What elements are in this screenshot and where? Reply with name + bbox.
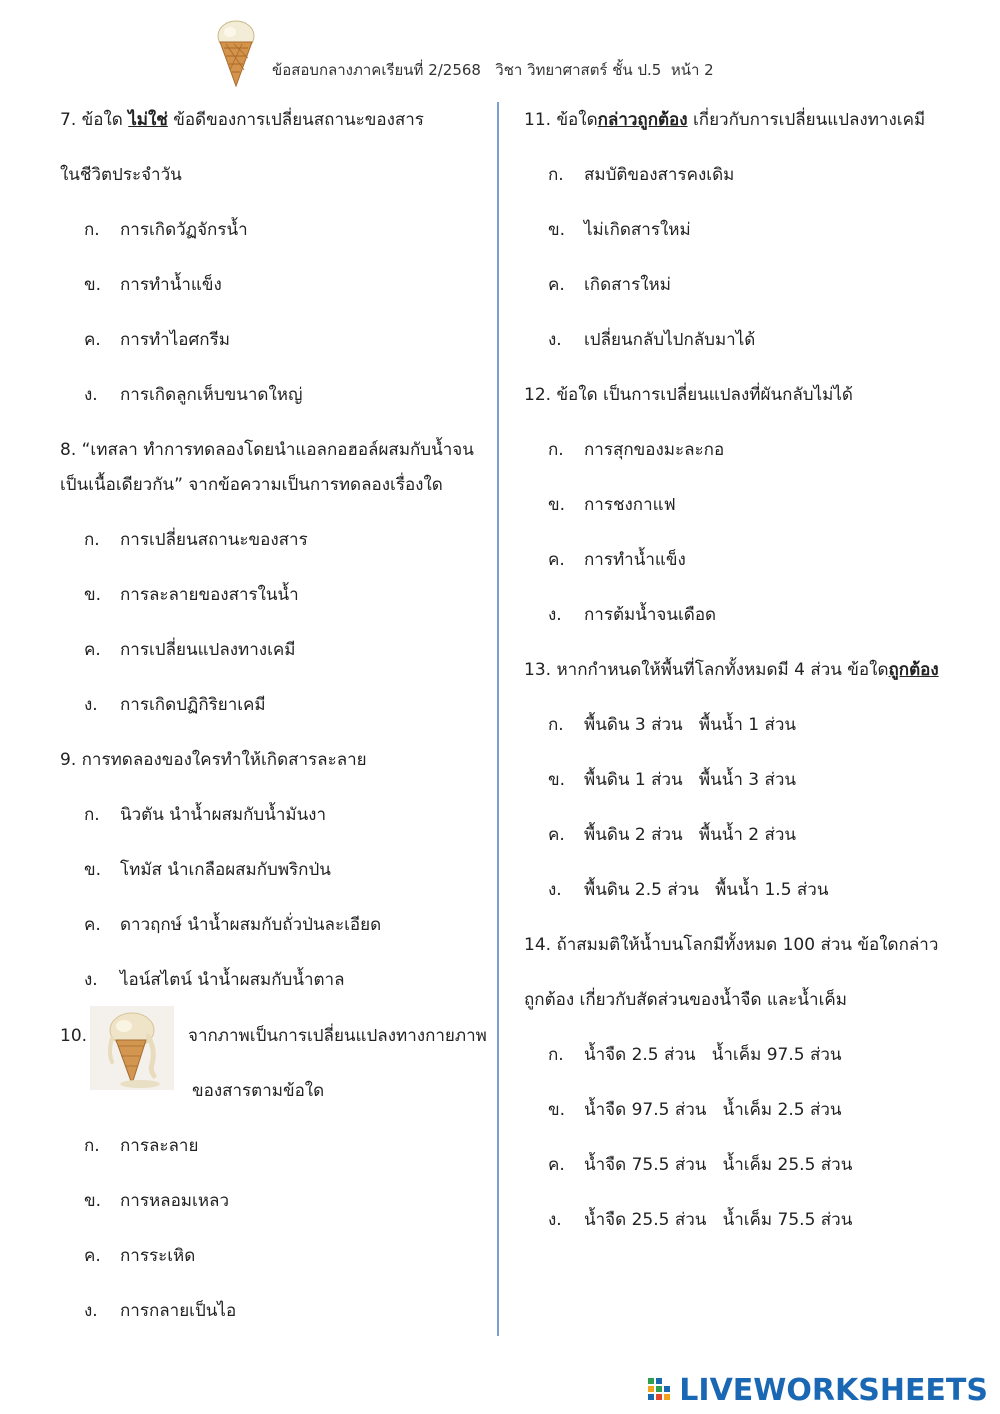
option-letter: ข. bbox=[84, 585, 102, 605]
option-text: ไม่เกิดสารใหม่ bbox=[584, 220, 691, 240]
option-text: การละลายของสารในน้ำ bbox=[120, 585, 299, 605]
question-14-line2: ถูกต้อง เกี่ยวกับสัดส่วนของน้ำจืด และน้ำเค็ม bbox=[524, 990, 847, 1010]
option-letter: ง. bbox=[84, 1301, 98, 1321]
question-10-option-a[interactable] bbox=[84, 1134, 198, 1158]
option-text: การทำน้ำแข็ง bbox=[120, 275, 222, 295]
option-letter: ค. bbox=[548, 825, 565, 845]
option-text: การเกิดลูกเห็บขนาดใหญ่ bbox=[120, 385, 303, 405]
question-7-option-c[interactable] bbox=[84, 328, 230, 352]
question-10-line2: ของสารตามข้อใด bbox=[192, 1081, 325, 1101]
question-7-pre: 7. ข้อใด bbox=[60, 110, 129, 130]
option-text: การทำน้ำแข็ง bbox=[584, 550, 686, 570]
option-letter: ค. bbox=[548, 275, 565, 295]
question-11-pre: 11. ข้อใด bbox=[524, 110, 598, 130]
option-text: การต้มน้ำจนเดือด bbox=[584, 605, 717, 625]
question-7-line2: ในชีวิตประจำวัน bbox=[60, 165, 182, 185]
option-letter: ง. bbox=[548, 605, 562, 625]
option-letter: ก. bbox=[84, 1136, 100, 1156]
question-11-option-d[interactable] bbox=[548, 328, 755, 352]
option-text: การหลอมเหลว bbox=[120, 1191, 229, 1211]
question-12-option-d[interactable] bbox=[548, 603, 716, 627]
option-letter: ง. bbox=[84, 695, 98, 715]
column-divider bbox=[497, 102, 499, 1336]
question-7-line1 bbox=[60, 108, 424, 132]
liveworksheets-logo bbox=[647, 1372, 988, 1408]
option-letter: ข. bbox=[548, 1100, 566, 1120]
question-10-line1: จากภาพเป็นการเปลี่ยนแปลงทางกายภาพ bbox=[188, 1026, 487, 1046]
option-letter: ง. bbox=[548, 330, 562, 350]
question-8-option-b[interactable] bbox=[84, 583, 299, 607]
question-9-option-c[interactable] bbox=[84, 913, 381, 937]
question-10-option-c[interactable] bbox=[84, 1244, 195, 1268]
option-letter: ค. bbox=[548, 1155, 565, 1175]
question-14-option-c[interactable] bbox=[548, 1153, 852, 1177]
option-text: การเปลี่ยนสถานะของสาร bbox=[120, 530, 308, 550]
option-letter: ก. bbox=[548, 715, 564, 735]
option-text: น้ำจืด 75.5 ส่วน น้ำเค็ม 25.5 ส่วน bbox=[584, 1155, 853, 1175]
question-7-option-a[interactable] bbox=[84, 218, 248, 242]
option-text: การเกิดวัฏจักรน้ำ bbox=[120, 220, 248, 240]
question-11-emphasis: กล่าวถูกต้อง bbox=[597, 110, 688, 130]
question-13-line1 bbox=[524, 658, 939, 682]
option-letter: ง. bbox=[84, 970, 98, 990]
option-letter: ค. bbox=[84, 640, 101, 660]
option-text: นิวตัน นำน้ำผสมกับน้ำมันงา bbox=[120, 805, 327, 825]
question-7-option-b[interactable] bbox=[84, 273, 222, 297]
question-11-option-b[interactable] bbox=[548, 218, 691, 242]
question-8-option-c[interactable] bbox=[84, 638, 295, 662]
question-9-option-a[interactable] bbox=[84, 803, 326, 827]
option-text: น้ำจืด 2.5 ส่วน น้ำเค็ม 97.5 ส่วน bbox=[584, 1045, 842, 1065]
question-11-post: เกี่ยวกับการเปลี่ยนแปลงทางเคมี bbox=[687, 110, 926, 130]
option-text: พื้นดิน 3 ส่วน พื้นน้ำ 1 ส่วน bbox=[584, 715, 797, 735]
question-11-option-a[interactable] bbox=[548, 163, 734, 187]
option-letter: ก. bbox=[548, 440, 564, 460]
question-13-option-b[interactable] bbox=[548, 768, 796, 792]
option-text: การทำไอศกรีม bbox=[120, 330, 230, 350]
option-text: การเกิดปฏิกิริยาเคมี bbox=[120, 695, 266, 715]
option-text: การระเหิด bbox=[120, 1246, 196, 1266]
option-letter: ค. bbox=[548, 550, 565, 570]
ice-cream-icon bbox=[214, 18, 258, 88]
option-letter: ก. bbox=[84, 530, 100, 550]
question-8-option-d[interactable] bbox=[84, 693, 266, 717]
question-12-option-a[interactable] bbox=[548, 438, 724, 462]
question-8-line1: 8. “เทสลา ทำการทดลองโดยนำแอลกอฮอล์ผสมกับน้ำจน bbox=[60, 440, 474, 460]
question-9-option-d[interactable] bbox=[84, 968, 345, 992]
question-7-emphasis: ไม่ใช่ bbox=[128, 110, 168, 130]
option-text: การชงกาแฟ bbox=[584, 495, 676, 515]
liveworksheets-logo-icon bbox=[647, 1376, 675, 1404]
question-8-line2: เป็นเนื้อเดียวกัน” จากข้อความเป็นการทดลองเรื่องใด bbox=[60, 475, 443, 495]
option-letter: ค. bbox=[84, 915, 101, 935]
option-text: เปลี่ยนกลับไปกลับมาได้ bbox=[584, 330, 756, 350]
question-7-post: ข้อดีของการเปลี่ยนสถานะของสาร bbox=[167, 110, 424, 130]
question-14-option-d[interactable] bbox=[548, 1208, 852, 1232]
question-12-option-b[interactable] bbox=[548, 493, 676, 517]
question-13-option-a[interactable] bbox=[548, 713, 796, 737]
option-text: พื้นดิน 2.5 ส่วน พื้นน้ำ 1.5 ส่วน bbox=[584, 880, 829, 900]
option-text: น้ำจืด 97.5 ส่วน น้ำเค็ม 2.5 ส่วน bbox=[584, 1100, 842, 1120]
option-letter: ข. bbox=[548, 495, 566, 515]
option-letter: ก. bbox=[84, 220, 100, 240]
option-letter: ง. bbox=[548, 1210, 562, 1230]
question-10-option-d[interactable] bbox=[84, 1299, 236, 1323]
option-text: การกลายเป็นไอ bbox=[120, 1301, 237, 1321]
question-7-option-d[interactable] bbox=[84, 383, 302, 407]
question-14-option-a[interactable] bbox=[548, 1043, 842, 1067]
question-14-line1: 14. ถ้าสมมติให้น้ำบนโลกมีทั้งหมด 100 ส่วน ข้อใดกล่าว bbox=[524, 935, 939, 955]
question-14-option-b[interactable] bbox=[548, 1098, 842, 1122]
question-8-option-a[interactable] bbox=[84, 528, 308, 552]
question-10-option-b[interactable] bbox=[84, 1189, 229, 1213]
liveworksheets-brand-text: LIVEWORKSHEETS bbox=[679, 1372, 988, 1408]
option-letter: ข. bbox=[548, 770, 566, 790]
option-letter: ก. bbox=[84, 805, 100, 825]
option-letter: ก. bbox=[548, 1045, 564, 1065]
option-text: การสุกของมะละกอ bbox=[584, 440, 725, 460]
option-letter: ง. bbox=[548, 880, 562, 900]
option-letter: ง. bbox=[84, 385, 98, 405]
option-text: พื้นดิน 2 ส่วน พื้นน้ำ 2 ส่วน bbox=[584, 825, 797, 845]
question-11-option-c[interactable] bbox=[548, 273, 671, 297]
question-9-option-b[interactable] bbox=[84, 858, 331, 882]
option-text: น้ำจืด 25.5 ส่วน น้ำเค็ม 75.5 ส่วน bbox=[584, 1210, 853, 1230]
question-13-option-d[interactable] bbox=[548, 878, 828, 902]
option-text: พื้นดิน 1 ส่วน พื้นน้ำ 3 ส่วน bbox=[584, 770, 797, 790]
option-text: เกิดสารใหม่ bbox=[584, 275, 671, 295]
option-letter: ก. bbox=[548, 165, 564, 185]
page-header-title: ข้อสอบกลางภาคเรียนที่ 2/2568 วิชา วิทยาศาสตร์ ชั้น ป.5 หน้า 2 bbox=[272, 61, 714, 79]
question-12-option-c[interactable] bbox=[548, 548, 686, 572]
option-letter: ค. bbox=[84, 1246, 101, 1266]
option-text: การเปลี่ยนแปลงทางเคมี bbox=[120, 640, 296, 660]
question-13-pre: 13. หากกำหนดให้พื้นที่โลกทั้งหมดมี 4 ส่วน ข้อใด bbox=[524, 660, 889, 680]
option-text: สมบัติของสารคงเดิม bbox=[584, 165, 735, 185]
option-letter: ข. bbox=[548, 220, 566, 240]
option-text: ดาวฤกษ์ นำน้ำผสมกับถั่วป่นละเอียด bbox=[120, 915, 382, 935]
question-13-option-c[interactable] bbox=[548, 823, 796, 847]
melting-ice-cream-image bbox=[90, 1006, 174, 1090]
question-9-line1: 9. การทดลองของใครทำให้เกิดสารละลาย bbox=[60, 750, 367, 770]
option-text: โทมัส นำเกลือผสมกับพริกป่น bbox=[120, 860, 331, 880]
question-10-number: 10. bbox=[60, 1026, 88, 1046]
option-letter: ข. bbox=[84, 275, 102, 295]
question-12-line1: 12. ข้อใด เป็นการเปลี่ยนแปลงที่ผันกลับไม่ได้ bbox=[524, 385, 853, 405]
question-11-line1 bbox=[524, 108, 925, 132]
option-text: การละลาย bbox=[120, 1136, 199, 1156]
option-letter: ข. bbox=[84, 1191, 102, 1211]
option-letter: ข. bbox=[84, 860, 102, 880]
question-13-emphasis: ถูกต้อง bbox=[888, 660, 939, 680]
option-letter: ค. bbox=[84, 330, 101, 350]
option-text: ไอน์สไตน์ นำน้ำผสมกับน้ำตาล bbox=[120, 970, 345, 990]
